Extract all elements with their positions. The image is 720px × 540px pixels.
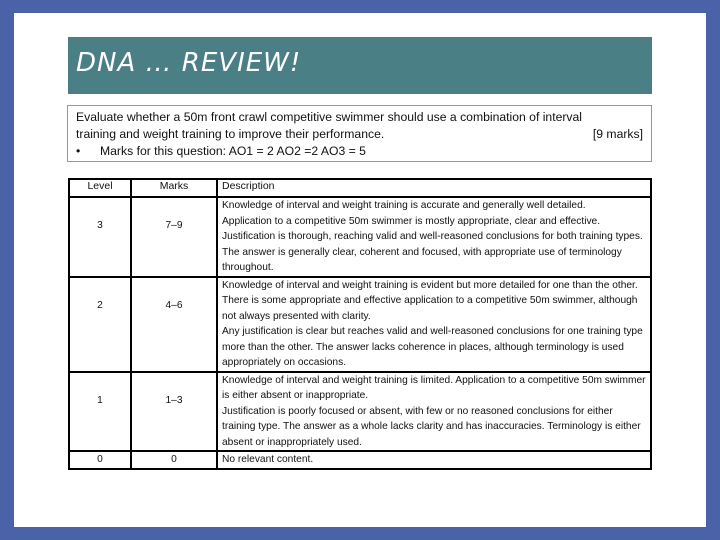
- table-row: [69, 197, 651, 277]
- description-cell: [217, 372, 651, 452]
- marks-cell: 0: [131, 451, 217, 469]
- table-row: [69, 277, 651, 372]
- question-line-1: Evaluate whether a 50m front crawl competitive swimmer should use a combination of interval: [76, 110, 583, 124]
- bullet: •: [76, 144, 81, 158]
- marks-cell: 4–6: [131, 277, 217, 372]
- description-paragraph: Justification is poorly focused or absent, with few or no reasoned conclusions for either training type. The answer as a whole lacks clarity and has inaccuracies. Terminology is either absent or inappropriately used.: [222, 405, 641, 448]
- description-paragraph: Knowledge of interval and weight training is accurate and generally well detailed.: [222, 200, 586, 211]
- question-marks: [9 marks]: [592, 127, 643, 141]
- table-row: [69, 372, 651, 452]
- level-cell: 2: [69, 277, 131, 372]
- marks-cell: 1–3: [131, 372, 217, 452]
- question-box: [67, 105, 652, 162]
- level-cell: 0: [69, 451, 131, 469]
- description-paragraph: No relevant content.: [222, 454, 314, 465]
- description-paragraph: Application to a competitive 50m swimmer is mostly appropriate, clear and effective.: [222, 215, 601, 227]
- marks-cell: 7–9: [131, 197, 217, 277]
- description-cell: [217, 277, 651, 372]
- question-line-3: Marks for this question: AO1 = 2 AO2 =2 AO3 = 5: [100, 144, 366, 158]
- slide-title: DNA … REVIEW!: [68, 37, 652, 94]
- question-line-2: training and weight training to improve their performance.: [76, 127, 385, 141]
- table-header-row: [69, 179, 651, 197]
- description-paragraph: Knowledge of interval and weight training is limited. Application to a competitive 50m swimmer is either absent or inappropriate.: [222, 374, 646, 401]
- mark-scheme-table: [68, 178, 652, 470]
- description-paragraph: The answer is generally clear, coherent and focused, with appropriate use of terminology throughout.: [222, 246, 622, 273]
- description-cell: [217, 197, 651, 277]
- description-cell: [217, 451, 651, 469]
- level-cell: 1: [69, 372, 131, 452]
- level-cell: 3: [69, 197, 131, 277]
- header-description: Description: [217, 179, 651, 197]
- header-marks: Marks: [131, 179, 217, 197]
- header-level: Level: [69, 179, 131, 197]
- description-paragraph: Justification is thorough, reaching valid and well-reasoned conclusions for both training types.: [222, 231, 643, 242]
- description-paragraph: Knowledge of interval and weight training is evident but more detailed for one than the other. There is some appropriate and effective application to a competitive 50m swimmer, although not always presented with clarity.: [222, 279, 638, 322]
- table-row: [69, 451, 651, 469]
- description-paragraph: Any justification is clear but reaches valid and well-reasoned conclusions for one training type more than the other. The answer lacks coherence in places, although terminology is used appropriately on occasions.: [222, 326, 643, 368]
